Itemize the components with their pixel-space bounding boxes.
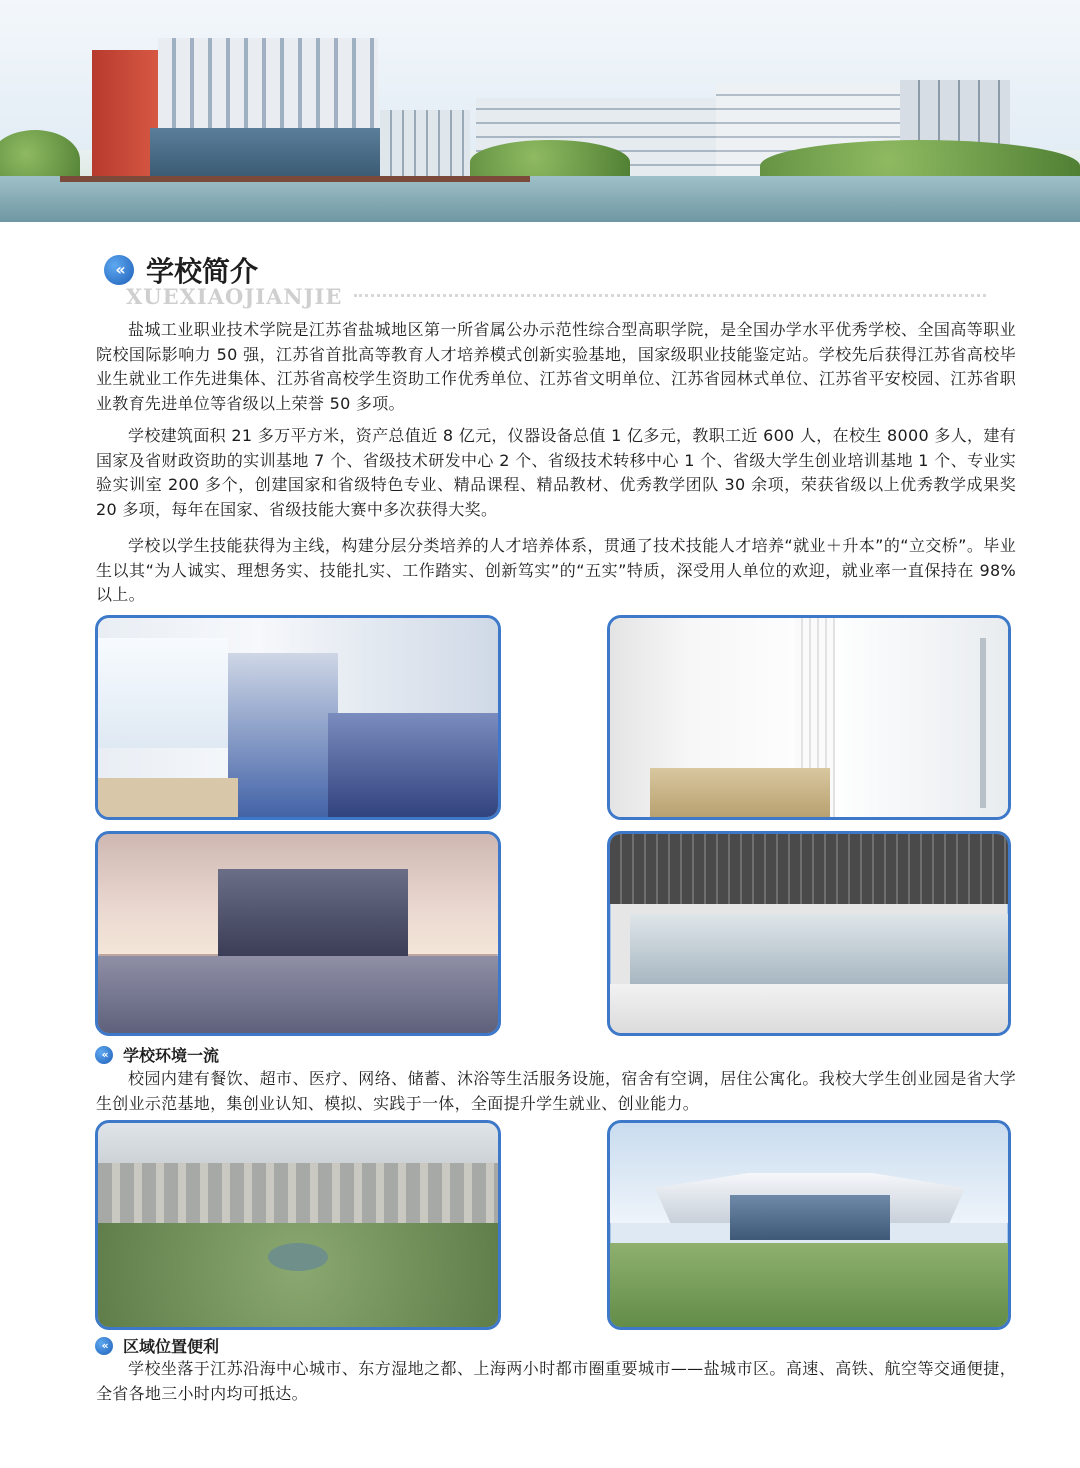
photo-railway-station — [607, 1120, 1011, 1330]
aerial-campus — [98, 1223, 498, 1330]
dotted-divider — [354, 294, 986, 297]
section-title: 学校简介 — [146, 255, 259, 288]
environment-heading — [95, 1043, 395, 1067]
environment-text: 校园内建有餐饮、超市、医疗、网络、储蓄、沐浴等生活服务设施，宿舍有空调，居住公寓化。我校大学生创业园是省大学生创业示范基地，集创业认知、模拟、实践于一体，全面提升学生就业、创业能力。 — [96, 1069, 1016, 1113]
banner-building-mid — [380, 110, 470, 178]
location-title: 区域位置便利 — [123, 1337, 220, 1356]
lake-building — [218, 869, 408, 959]
cafe-counter — [630, 914, 1011, 994]
bath-shower-pipe — [980, 638, 986, 808]
bath-sink — [650, 768, 830, 820]
section-subtitle: XUEXIAOJIANJIE — [126, 284, 343, 309]
location-heading — [95, 1334, 395, 1358]
photo-lakeside-building — [95, 831, 501, 1036]
station-facade — [730, 1195, 890, 1240]
photo-campus-aerial — [95, 1120, 501, 1330]
dorm-curtain — [228, 653, 338, 820]
photo-bathroom — [607, 615, 1011, 820]
aerial-city — [98, 1163, 498, 1223]
cafe-ceiling — [610, 834, 1008, 904]
photo-dormitory — [95, 615, 501, 820]
cafe-floor — [610, 984, 1008, 1036]
section-heading — [104, 250, 984, 310]
environment-title: 学校环境一流 — [123, 1046, 220, 1065]
campus-banner-photo — [0, 0, 1080, 222]
dorm-floor — [98, 778, 238, 820]
intro-paragraph-1: 盐城工业职业技术学院是江苏省盐城地区第一所省属公办示范性综合型高职学院，是全国办学水平优秀学校、全国高等职业院校国际影响力 50 强，江苏省首批高等教育人才培养模式创新实验基地，国家级职业技能鉴定站。学校先后获得江苏省高校毕业生就业工作先进集体、江苏省高校学生资助工作优秀单位、江苏省文明单位、江苏省园林式单位、江苏省平安校园、江苏省职业教育先进单位等省级以上荣誉 50 多项。 — [96, 320, 1016, 413]
dorm-window — [98, 638, 228, 748]
dorm-bed — [328, 713, 498, 820]
station-greenery — [610, 1243, 1008, 1330]
double-chevron-left-icon: « — [95, 1046, 113, 1064]
intro-paragraph-2: 学校建筑面积 21 多万平方米，资产总值近 8 亿元，仪器设备总值 1 亿多元，教职工近 600 人，在校生 8000 多人，建有国家及省财政资助的实训基地 7 个、省级技术研发中心 2 个、省级技术转移中心 1 个、省级大学生创业培训基地 1 个、专业实验实训室 200 多个，创建国家和省级特色专业、精品课程、精品教材、优秀教学团队 30 余项，荣获省级以上优秀教学成果奖 20 多项，每年在国家、省级技能大赛中多次获得大奖。 — [96, 426, 1016, 519]
aerial-lake — [268, 1243, 328, 1271]
banner-building-glass — [150, 128, 380, 178]
banner-lake — [0, 176, 1080, 222]
intro-paragraph-3: 学校以学生技能获得为主线，构建分层分类培养的人才培养体系，贯通了技术技能人才培养“就业＋升本”的“立交桥”。毕业生以其“为人诚实、理想务实、技能扎实、工作踏实、创新笃实”的“五实”特质，深受用人单位的欢迎，就业率一直保持在 98% 以上。 — [96, 536, 1016, 604]
lake-water — [98, 956, 498, 1036]
double-chevron-left-icon: « — [95, 1337, 113, 1355]
banner-bridge — [60, 176, 530, 182]
photo-cafeteria — [607, 831, 1011, 1036]
location-text: 学校坐落于江苏沿海中心城市、东方湿地之都、上海两小时都市圈重要城市——盐城市区。高速、高铁、航空等交通便捷，全省各地三小时内均可抵达。 — [96, 1359, 1016, 1403]
double-chevron-left-icon: « — [104, 255, 134, 285]
